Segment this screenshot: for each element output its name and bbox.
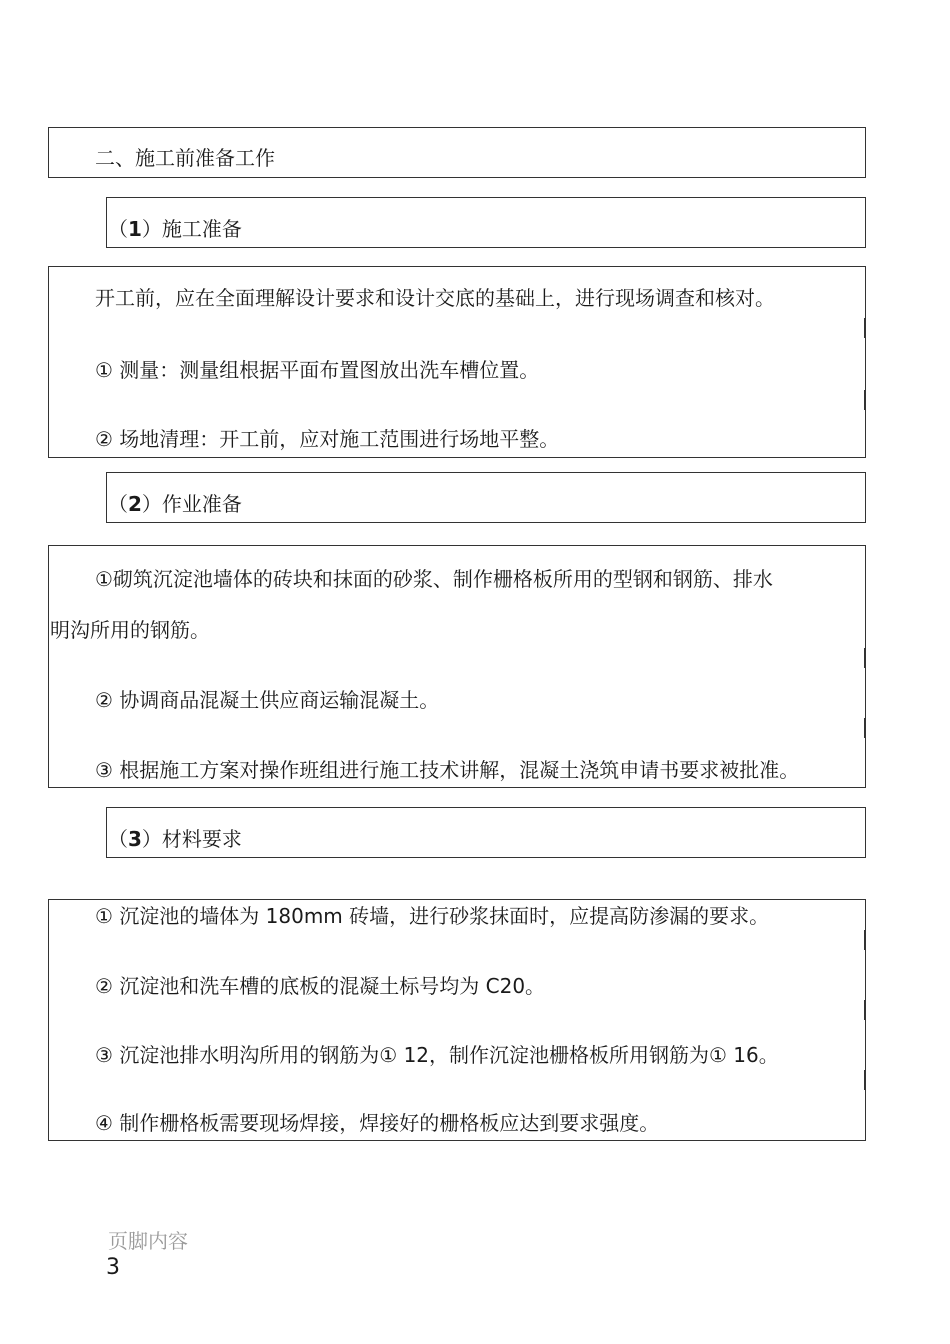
- footer-label: 页脚内容: [108, 1229, 188, 1253]
- right-border-tick: [864, 318, 866, 338]
- materials-item-2: ② 沉淀池和洗车槽的底板的混凝土标号均为 C20。: [95, 974, 546, 998]
- materials-title-prefix: （: [108, 827, 128, 851]
- prep-title-prefix: （: [108, 217, 128, 241]
- materials-title-num: 3: [128, 827, 142, 851]
- materials-title: [108, 826, 242, 852]
- materials-title-suffix: ）材料要求: [141, 827, 242, 851]
- work-item-1-line-1: ①砌筑沉淀池墙体的砖块和抹面的砂浆、制作栅格板所用的型钢和钢筋、排水: [95, 567, 773, 591]
- prep-title: [108, 216, 242, 242]
- work-title: [108, 491, 242, 517]
- prep-title-suffix: ）施工准备: [141, 217, 242, 241]
- right-border-tick: [864, 648, 866, 668]
- work-item-1-line-2: 明沟所用的钢筋。: [50, 618, 210, 642]
- right-border-tick: [864, 930, 866, 950]
- work-title-num: 2: [128, 492, 142, 516]
- prep-item-2: ② 场地清理：开工前，应对施工范围进行场地平整。: [95, 427, 560, 451]
- right-border-tick: [864, 1070, 866, 1090]
- prep-item-1: ① 测量：测量组根据平面布置图放出洗车槽位置。: [95, 358, 540, 382]
- work-item-2: ② 协调商品混凝土供应商运输混凝土。: [95, 688, 440, 712]
- section-heading: 二、施工前准备工作: [95, 146, 275, 170]
- work-title-suffix: ）作业准备: [141, 492, 242, 516]
- materials-item-1: ① 沉淀池的墙体为 180mm 砖墙，进行砂浆抹面时，应提高防渗漏的要求。: [95, 904, 770, 928]
- materials-content-box: [48, 899, 866, 1141]
- work-item-3: ③ 根据施工方案对操作班组进行施工技术讲解，混凝土浇筑申请书要求被批准。: [95, 758, 800, 782]
- prep-intro: 开工前，应在全面理解设计要求和设计交底的基础上，进行现场调查和核对。: [95, 286, 775, 310]
- right-border-tick: [864, 390, 866, 410]
- right-border-tick: [864, 718, 866, 738]
- page-number: 3: [106, 1255, 120, 1280]
- materials-item-3: ③ 沉淀池排水明沟所用的钢筋为① 12，制作沉淀池栅格板所用钢筋为① 16。: [95, 1043, 779, 1067]
- work-title-prefix: （: [108, 492, 128, 516]
- right-border-tick: [864, 1000, 866, 1020]
- materials-item-4: ④ 制作栅格板需要现场焊接，焊接好的栅格板应达到要求强度。: [95, 1111, 660, 1135]
- prep-title-num: 1: [128, 217, 142, 241]
